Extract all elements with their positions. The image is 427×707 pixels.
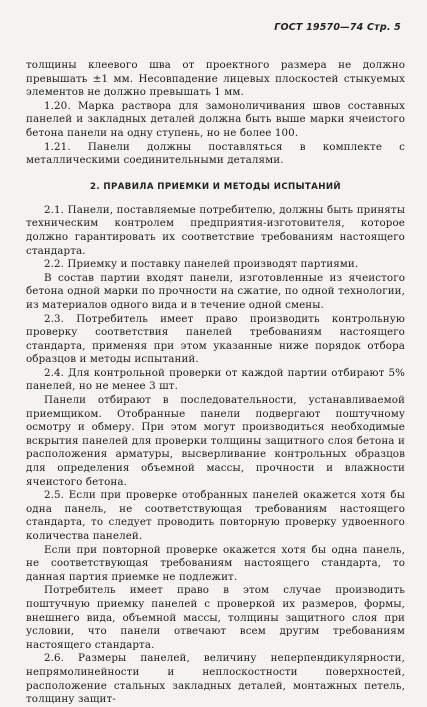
- document-body: [26, 59, 405, 707]
- paragraph: 1.20. Марка раствора для замоноличивания швов составных панелей и закладных деталей должна быть выше марки ячеистого бетона панели на одну ступень, но не более 100.: [26, 99, 405, 139]
- paragraph: 2.5. Если при проверке отобранных панелей окажется хотя бы одна панель, не соответствующая требованиям настоящего стандарта, то следует проводить повторную проверку удвоенного количества панелей.: [26, 489, 405, 542]
- paragraph: 2.6. Размеры панелей, величину неперпендикулярности, непрямолинейности и неплоскостности поверхностей, расположение стальных закладных деталей, монтажных петель, толщину защит-: [26, 652, 405, 706]
- paragraph: В состав партии входят панели, изготовленные из ячеистого бетона одной марки по прочности на сжатие, по одной технологии, из материалов одного вида и в течение одной смены.: [26, 271, 405, 311]
- paragraphs-top: [26, 59, 405, 168]
- section-title: 2. ПРАВИЛА ПРИЕМКИ И МЕТОДЫ ИСПЫТАНИЙ: [89, 181, 342, 192]
- paragraph: Если при повторной проверке окажется хотя бы одна панель, не соответствующая требованиям настоящего стандарта, то данная партия приемке не подлежит.: [26, 543, 405, 583]
- paragraph: толщины клеевого шва от проектного размера не должно превышать ±1 мм. Несовпадение лицевых плоскостей стыкуемых элементов не должно превышать 1 мм.: [26, 59, 405, 99]
- paragraph: 1.21. Панели должны поставляться в комплекте с металлическими соединительными деталями.: [26, 140, 405, 167]
- paragraph: 2.1. Панели, поставляемые потребителю, должны быть приняты техническим контролем предприятия-изготовителя, которое должно гарантировать их соответствие требованиям настоящего стандарта.: [26, 203, 405, 257]
- paragraph: 2.4. Для контрольной проверки от каждой партии отбирают 5% панелей, но не менее 3 шт.: [26, 366, 405, 393]
- paragraph: Панели отбирают в последовательности, устанавливаемой приемщиком. Отобранные панели подвергают поштучному осмотру и обмеру. При этом могут производиться необходимые вскрытия панелей для проверки толщины защитного слоя бетона и расположения арматуры, высверливание контрольных образцов для определения объемной массы, прочности и влажности ячеистого бетона.: [26, 394, 405, 488]
- running-header: ГОСТ 19570—74 Стр. 5: [274, 22, 401, 33]
- paragraph: Потребитель имеет право в этом случае производить поштучную приемку панелей с проверкой их размеров, формы, внешнего вида, объемной массы, толщины защитного слоя при условии, что панели отвечают всем другим требованиям настоящего стандарта.: [26, 584, 405, 651]
- paragraph: 2.3. Потребитель имеет право производить контрольную проверку соответствия панелей требованиям настоящего стандарта, применяя при этом указанные ниже порядок отбора образцов и методы испытаний.: [26, 312, 405, 366]
- paragraph: 2.2. Приемку и поставку панелей производят партиями.: [44, 258, 359, 271]
- paragraphs-section: [26, 204, 405, 707]
